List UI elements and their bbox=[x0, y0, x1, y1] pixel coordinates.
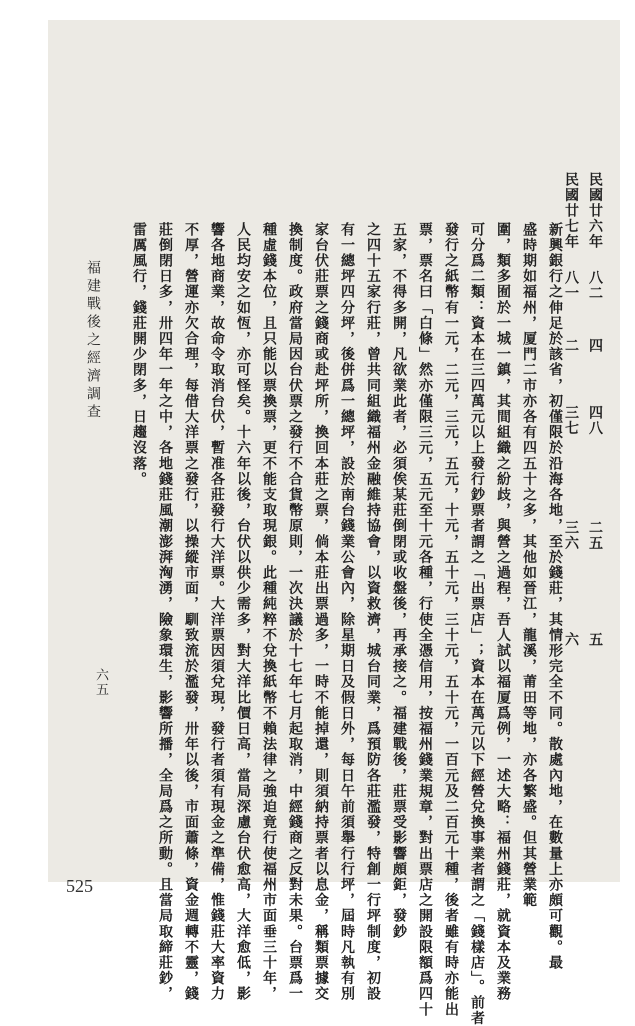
body-line: 莊倒閉日多，卅四年一年之中，各地錢莊風潮澎湃洶湧，險象環生，影響所播，全局爲之所動。且當局取締莊鈔， bbox=[157, 222, 173, 1002]
table-cell: 四 bbox=[587, 338, 603, 354]
table-cell: 八二 bbox=[587, 270, 603, 302]
body-line: 盛時期如福州，厦門二市亦各有四五十之多，其他如晉江，龍溪，莆田等地，亦各繁盛。但其營業範 bbox=[521, 222, 537, 909]
table-cell: 三六 bbox=[563, 520, 579, 552]
body-line: 之四十五家行莊，曾共同組織福州金融維持協會，以資救濟，城台同業，爲預防各莊濫發，特創一行坪制度，初設 bbox=[365, 222, 381, 1002]
table-cell: 五 bbox=[587, 632, 603, 648]
page-number: 525 bbox=[66, 876, 93, 896]
table-cell: 三七 bbox=[563, 405, 579, 437]
table-cell: 六 bbox=[563, 632, 579, 648]
table-year: 民國廿七年 bbox=[563, 172, 579, 250]
body-line: 五家，不得多開，凡欲業此者，必須俟某莊倒閉或收盤後，再承接之。福建戰後，莊票受影響頗鉅，發鈔 bbox=[391, 222, 407, 940]
body-line: 圍，類多囿於一城一鎮，其間組織之紛歧，與營之過程，吾人試以福厦爲例，一述大略：福州錢莊，就資本及業務 bbox=[495, 222, 511, 1002]
side-page-number: 六五 bbox=[93, 668, 108, 698]
body-line: 發行之紙幣有一元，二元，三元，五元，十元，五十元，三十元，五十元，一百元及二百元十種，後者雖有時亦能出 bbox=[443, 222, 459, 1018]
body-line: 有一總坪四分坪，後併爲一總坪，設於南台錢業公會內，除星期日及假日外，每日午前須舉行行坪，屆時凡執有別 bbox=[339, 222, 355, 1002]
table-cell: 八一 bbox=[563, 270, 579, 302]
body-line: 人民均安之如恆，亦可怪矣。十六年以後，台伏以供少需多，對大洋比價日高，當局深慮台伏愈高，大洋愈低，影 bbox=[235, 222, 251, 1002]
body-line: 響各地商業，故命令取消台伏，暫准各莊發行大洋票。大洋票因須兌現，發行者須有現金之準備，惟錢莊大率資力 bbox=[209, 222, 225, 1002]
body-line: 新興銀行之伸足於該省，初僅限於沿海各地，至於錢莊，其情形完全不同。散處內地，在數量上亦頗可觀。最 bbox=[547, 222, 563, 971]
running-header: 福建戰後之經濟調查 bbox=[85, 260, 101, 422]
body-line: 雷厲風行，錢莊開少閉多，日趨沒落。 bbox=[131, 222, 147, 488]
body-line: 不厚，營運亦欠合理，每借大洋票之發行，以操縱市面，馴致流於濫發，卅年以後，市面蕭條，資金週轉不靈，錢 bbox=[183, 222, 199, 1002]
table-cell: 四八 bbox=[587, 405, 603, 437]
body-line: 可分爲二類：資本在三四萬元以上發行鈔票者謂之「出票店」；資本在萬元以下經營兌換事業者謂之「錢樣店」。前者 bbox=[469, 222, 485, 1026]
body-line: 票，票名曰「白條」然亦僅限三元，五元至十元各種，行使全憑信用，按福州錢業規章，對出票店之開設限額爲四十 bbox=[417, 222, 433, 1018]
body-line: 家台伏莊票之錢商或赴坪所，換回本莊之票，倘本莊出票過多，一時不能掉還，則須納持票者以息金，稱類票據交 bbox=[313, 222, 329, 1002]
body-line: 換制度。政府當局因台伏票之發行不合貨幣原則，一次決議於十七年七月起取消，中經錢商之反對未果。台票爲一 bbox=[287, 222, 303, 1002]
table-cell: 二五 bbox=[587, 520, 603, 552]
body-line: 種虛錢本位，且只能以票換票，更不能支取現銀。此種純粹不兌換紙幣不賴法律之強迫竟行使福州市面垂三十年， bbox=[261, 222, 277, 1002]
table-year: 民國廿六年 bbox=[587, 172, 603, 250]
table-cell: 二 bbox=[563, 338, 579, 354]
